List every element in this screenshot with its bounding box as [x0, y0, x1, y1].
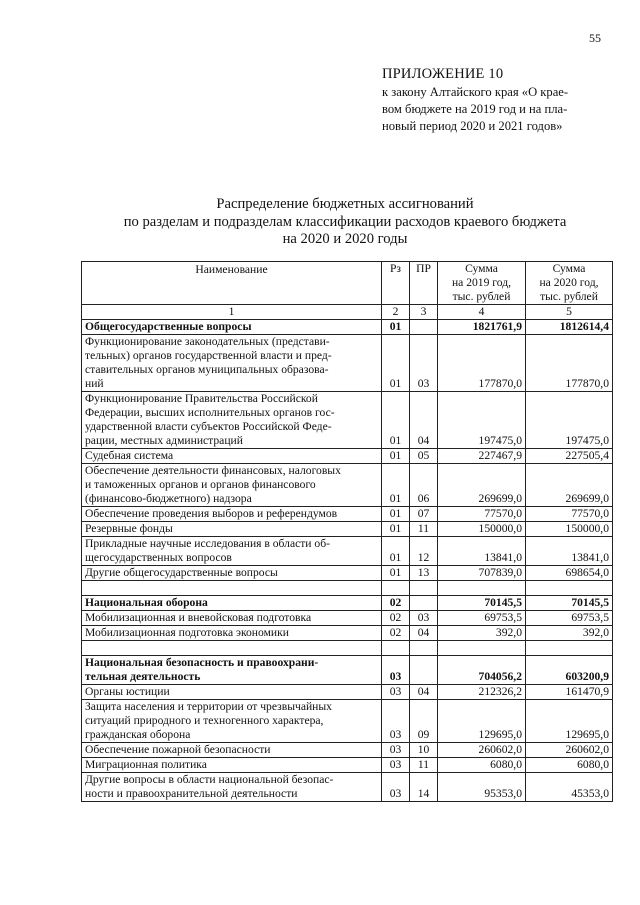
row-name [82, 596, 382, 611]
row-sum-2019: 150000,0 [438, 522, 526, 537]
header-sum-2019-line: Сумма [465, 262, 498, 275]
row-name-line: Резервные фонды [85, 522, 173, 535]
table-row [82, 566, 613, 581]
row-name-line: (финансово-бюджетного) надзора [85, 492, 252, 505]
column-number-row [82, 305, 613, 320]
row-name-line: Обеспечение деятельности финансовых, налоговых [85, 464, 341, 477]
row-name [82, 685, 382, 700]
row-sum-2020: 269699,0 [526, 464, 613, 507]
row-pr: 11 [410, 758, 438, 773]
row-name-line: Органы юстиции [85, 685, 170, 698]
row-name [82, 335, 382, 392]
empty-cell [410, 641, 438, 656]
row-pr [410, 596, 438, 611]
table-row [82, 507, 613, 522]
row-rz: 01 [382, 566, 410, 581]
row-sum-2019: 69753,5 [438, 611, 526, 626]
row-name-line: гражданская оборона [85, 728, 191, 741]
table-row [82, 743, 613, 758]
row-sum-2019: 212326,2 [438, 685, 526, 700]
row-sum-2020: 161470,9 [526, 685, 613, 700]
row-name-line: Мобилизационная и вневойсковая подготовка [85, 611, 312, 624]
empty-cell [82, 641, 382, 656]
row-sum-2020: 69753,5 [526, 611, 613, 626]
row-name-line: Судебная система [85, 449, 174, 462]
appendix-block [382, 66, 612, 135]
row-rz: 01 [382, 537, 410, 566]
row-pr: 04 [410, 685, 438, 700]
column-number: 5 [526, 305, 613, 320]
row-name [82, 449, 382, 464]
empty-cell [382, 641, 410, 656]
table-row [82, 335, 613, 392]
row-name [82, 758, 382, 773]
row-name [82, 320, 382, 335]
row-pr: 03 [410, 611, 438, 626]
row-sum-2020: 77570,0 [526, 507, 613, 522]
row-name [82, 464, 382, 507]
column-number: 3 [410, 305, 438, 320]
table-row [82, 700, 613, 743]
header-row [82, 262, 613, 305]
row-pr [410, 320, 438, 335]
table-row [82, 685, 613, 700]
table-row [82, 537, 613, 566]
header-name: Наименование [82, 262, 382, 305]
row-sum-2019: 260602,0 [438, 743, 526, 758]
empty-cell [382, 581, 410, 596]
row-name-line: Федерации, высших исполнительных органов гос- [85, 406, 335, 419]
title-line-1: Распределение бюджетных ассигнований [216, 196, 474, 212]
page-number: 55 [589, 31, 601, 45]
row-pr: 10 [410, 743, 438, 758]
row-sum-2019: 70145,5 [438, 596, 526, 611]
table-row [82, 449, 613, 464]
row-rz: 03 [382, 743, 410, 758]
row-rz: 03 [382, 700, 410, 743]
row-name [82, 392, 382, 449]
row-pr: 13 [410, 566, 438, 581]
row-rz: 01 [382, 464, 410, 507]
row-name-line: Другие вопросы в области национальной безопас- [85, 773, 334, 786]
row-name-line: Защита населения и территории от чрезвычайных [85, 700, 332, 713]
row-name-line: рации, местных администраций [85, 434, 243, 447]
column-number: 2 [382, 305, 410, 320]
row-name [82, 743, 382, 758]
table-row-spacer [82, 641, 613, 656]
row-name-line: ний [85, 377, 104, 390]
row-rz: 01 [382, 335, 410, 392]
row-rz: 01 [382, 522, 410, 537]
row-name-line: Обеспечение пожарной безопасности [85, 743, 271, 756]
row-rz: 02 [382, 596, 410, 611]
row-rz: 03 [382, 656, 410, 685]
row-pr: 03 [410, 335, 438, 392]
appendix-line-1: к закону Алтайского края «О крае- [382, 85, 569, 99]
row-name-line: Функционирование Правительства Российской [85, 392, 318, 405]
row-sum-2019: 77570,0 [438, 507, 526, 522]
appendix-title: ПРИЛОЖЕНИЕ 10 [382, 66, 504, 82]
row-rz: 01 [382, 392, 410, 449]
row-sum-2020: 1812614,4 [526, 320, 613, 335]
row-sum-2019: 1821761,9 [438, 320, 526, 335]
header-sum-2019-line: на 2019 год, [451, 276, 512, 289]
row-sum-2019: 392,0 [438, 626, 526, 641]
row-name-line: Общегосударственные вопросы [85, 320, 252, 333]
row-rz: 02 [382, 611, 410, 626]
table-row [82, 611, 613, 626]
row-pr: 07 [410, 507, 438, 522]
column-number: 4 [438, 305, 526, 320]
row-rz: 01 [382, 507, 410, 522]
row-name-line: и таможенных органов и органов финансового [85, 478, 316, 491]
row-name [82, 537, 382, 566]
row-name [82, 522, 382, 537]
row-pr: 14 [410, 773, 438, 802]
row-sum-2019: 227467,9 [438, 449, 526, 464]
table-row [82, 773, 613, 802]
row-name-line: Национальная безопасность и правоохрани- [85, 656, 319, 669]
header-rz: Рз [382, 262, 410, 305]
row-name [82, 611, 382, 626]
table-row [82, 596, 613, 611]
row-sum-2019: 707839,0 [438, 566, 526, 581]
row-sum-2019: 177870,0 [438, 335, 526, 392]
row-sum-2019: 13841,0 [438, 537, 526, 566]
budget-table [81, 261, 613, 802]
row-name-line: Мобилизационная подготовка экономики [85, 626, 289, 639]
row-rz: 02 [382, 626, 410, 641]
header-pr: ПР [410, 262, 438, 305]
title-line-3: на 2020 и 2020 годы [282, 231, 408, 247]
row-name [82, 626, 382, 641]
row-sum-2019: 197475,0 [438, 392, 526, 449]
row-pr: 04 [410, 392, 438, 449]
row-sum-2020: 227505,4 [526, 449, 613, 464]
table-row [82, 626, 613, 641]
table-row [82, 320, 613, 335]
row-rz: 03 [382, 758, 410, 773]
empty-cell [438, 641, 526, 656]
row-sum-2020: 392,0 [526, 626, 613, 641]
row-pr: 05 [410, 449, 438, 464]
row-sum-2020: 6080,0 [526, 758, 613, 773]
appendix-line-2: вом бюджете на 2019 год и на пла- [382, 102, 568, 116]
row-sum-2020: 129695,0 [526, 700, 613, 743]
row-name-line: Прикладные научные исследования в области об- [85, 537, 330, 550]
header-sum-2019-line: тыс. рублей [452, 290, 511, 303]
row-sum-2020: 698654,0 [526, 566, 613, 581]
empty-cell [526, 641, 613, 656]
row-sum-2019: 6080,0 [438, 758, 526, 773]
empty-cell [526, 581, 613, 596]
table-row [82, 758, 613, 773]
table-row [82, 392, 613, 449]
row-sum-2020: 150000,0 [526, 522, 613, 537]
table-row [82, 522, 613, 537]
table-row-spacer [82, 581, 613, 596]
row-name [82, 566, 382, 581]
document-title [80, 196, 610, 249]
row-sum-2020: 13841,0 [526, 537, 613, 566]
row-sum-2019: 129695,0 [438, 700, 526, 743]
row-sum-2020: 45353,0 [526, 773, 613, 802]
row-name-line: ударственной власти субъектов Российской Феде- [85, 420, 332, 433]
empty-cell [410, 581, 438, 596]
row-rz: 01 [382, 320, 410, 335]
row-pr: 12 [410, 537, 438, 566]
row-name-line: ности и правоохранительной деятельности [85, 787, 298, 800]
table-row [82, 464, 613, 507]
header-sum-2020-line: на 2020 год, [539, 276, 599, 289]
empty-cell [438, 581, 526, 596]
row-name-line: Миграционная политика [85, 758, 207, 771]
row-sum-2019: 704056,2 [438, 656, 526, 685]
header-sum-2019 [438, 262, 526, 305]
row-rz: 01 [382, 449, 410, 464]
row-name-line: Другие общегосударственные вопросы [85, 566, 278, 579]
row-sum-2020: 603200,9 [526, 656, 613, 685]
row-pr: 04 [410, 626, 438, 641]
appendix-line-3: новый период 2020 и 2021 годов» [382, 119, 563, 133]
row-name-line: Обеспечение проведения выборов и референдумов [85, 507, 338, 520]
row-name-line: тельных) органов государственной власти и пред- [85, 349, 332, 362]
row-name [82, 656, 382, 685]
row-name-line: Функционирование законодательных (представи- [85, 335, 330, 348]
row-name-line: ситуаций природного и техногенного характера, [85, 714, 324, 727]
row-sum-2020: 177870,0 [526, 335, 613, 392]
header-sum-2020 [526, 262, 613, 305]
row-name [82, 773, 382, 802]
row-sum-2019: 95353,0 [438, 773, 526, 802]
row-name-line: тельная деятельность [85, 670, 201, 683]
row-name-line: щегосударственных вопросов [85, 551, 232, 564]
row-sum-2020: 197475,0 [526, 392, 613, 449]
table-row [82, 656, 613, 685]
header-sum-2020-line: тыс. рублей [540, 290, 598, 303]
row-rz: 03 [382, 685, 410, 700]
row-pr: 06 [410, 464, 438, 507]
column-number: 1 [82, 305, 382, 320]
header-sum-2020-line: Сумма [552, 262, 586, 275]
row-name-line: ставительных органов муниципальных образова- [85, 363, 329, 376]
title-line-2: по разделам и подразделам классификации расходов краевого бюджета [123, 213, 567, 230]
row-name-line: Национальная оборона [85, 596, 208, 609]
empty-cell [82, 581, 382, 596]
row-pr [410, 656, 438, 685]
row-pr: 09 [410, 700, 438, 743]
row-sum-2020: 260602,0 [526, 743, 613, 758]
row-name [82, 700, 382, 743]
row-rz: 03 [382, 773, 410, 802]
row-pr: 11 [410, 522, 438, 537]
row-sum-2019: 269699,0 [438, 464, 526, 507]
row-name [82, 507, 382, 522]
row-sum-2020: 70145,5 [526, 596, 613, 611]
